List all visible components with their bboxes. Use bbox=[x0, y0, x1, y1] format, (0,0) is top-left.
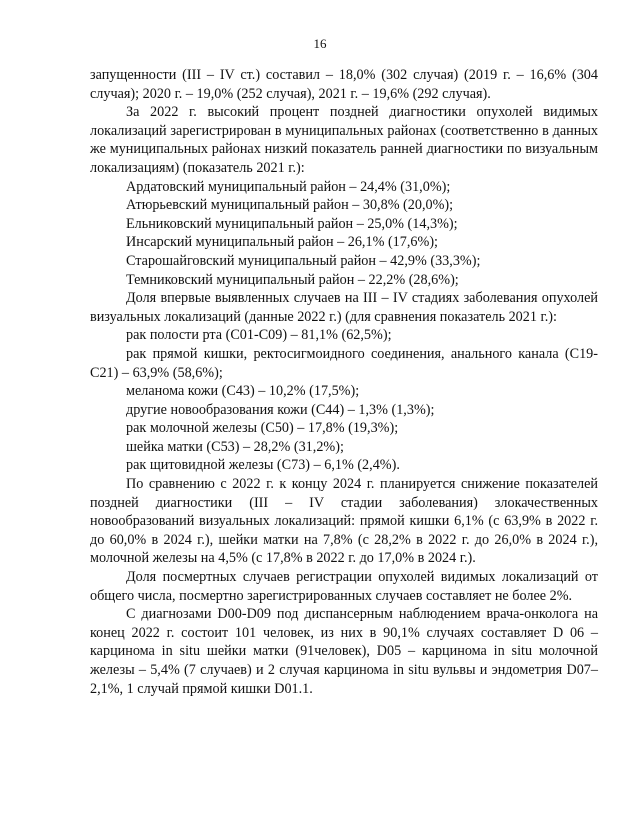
list-item-tumor: рак прямой кишки, ректосигмоидного соединения, анального канала (С19-С21) – 63,9% (58,6%); bbox=[90, 345, 598, 381]
list-item-tumor: другие новообразования кожи (С44) – 1,3% (1,3%); bbox=[126, 401, 435, 418]
list-item-tumor: шейка матки (С53) – 28,2% (31,2%); bbox=[126, 438, 344, 455]
paragraph-tumor-share-intro: Доля впервые выявленных случаев на III – IV стадиях заболевания опухолей визуальных локализаций (данные 2022 г.) (для сравнения показатель 2021 г.): bbox=[90, 290, 598, 325]
list-item-tumor: меланома кожи (С43) – 10,2% (17,5%); bbox=[126, 383, 360, 400]
list-item-tumor: рак молочной железы (С50) – 17,8% (19,3%); bbox=[126, 420, 399, 437]
list-item-tumor: рак полости рта (С01-С09) – 81,1% (62,5%); bbox=[126, 327, 392, 344]
list-item-district: Старошайговский муниципальный район – 42,9% (33,3%); bbox=[126, 252, 481, 269]
list-item-district: Атюрьевский муниципальный район – 30,8% (20,0%); bbox=[126, 197, 454, 214]
list-item-district: Инсарский муниципальный район – 26,1% (17,6%); bbox=[126, 234, 438, 251]
list-item-district: Темниковский муниципальный район – 22,2% (28,6%); bbox=[126, 271, 459, 288]
document-body bbox=[90, 66, 598, 698]
district-list bbox=[90, 178, 598, 290]
paragraph-late-stage-total: запущенности (III – IV ст.) составил – 18,0% (302 случая) (2019 г. – 16,6% (304 случая); 2020 г. – 19,0% (252 случая), 2021 г. – 19,6% (292 случая). bbox=[90, 67, 598, 102]
list-item-tumor: рак щитовидной железы (С73) – 6,1% (2,4%). bbox=[126, 457, 400, 474]
list-item-district: Ардатовский муниципальный район – 24,4% (31,0%); bbox=[126, 178, 451, 195]
paragraph-reduction-plan: По сравнению с 2022 г. к концу 2024 г. планируется снижение показателей поздней диагностики (III – IV стадии заболевания) злокачественных новообразований визуальных локализаций: прямой кишки 6,1% (с 63,9% в 2022 г. до 60,0% в 2024 г.), шейки матки на 7,8% (с 28,2% в 2022 г. до 26,0% в 2024 г.), молочной железы на 4,5% (с 17,8% в 2022 г. до 17,0% в 2024 г.). bbox=[90, 476, 598, 567]
tumor-list bbox=[90, 326, 598, 475]
list-item-district: Ельниковский муниципальный район – 25,0% (14,3%); bbox=[126, 215, 458, 232]
paragraph-districts-intro: За 2022 г. высокий процент поздней диагностики опухолей видимых локализаций зарегистрирован в муниципальных районах (соответственно в данных же муниципальных районах низкий показатель ранней диагностики по визуальным локализациям) (показатель 2021 г.): bbox=[90, 104, 598, 176]
paragraph-dispensary-observation: С диагнозами D00-D09 под диспансерным наблюдением врача-онколога на конец 2022 г. состоит 101 человек, из них в 90,1% случаях составляет D 06 – карцинома in situ шейки матки (91человек), D05 – карцинома in situ молочной железы – 5,4% (7 случаев) и 2 случая карцинома in situ вульвы и эндометрия D07– 2,1%, 1 случай прямой кишки D01.1. bbox=[90, 606, 598, 697]
paragraph-posthumous-share: Доля посмертных случаев регистрации опухолей видимых локализаций от общего числа, посмертно зарегистрированных случаев составляет не более 2%. bbox=[90, 569, 598, 604]
page-number: 16 bbox=[313, 36, 327, 51]
